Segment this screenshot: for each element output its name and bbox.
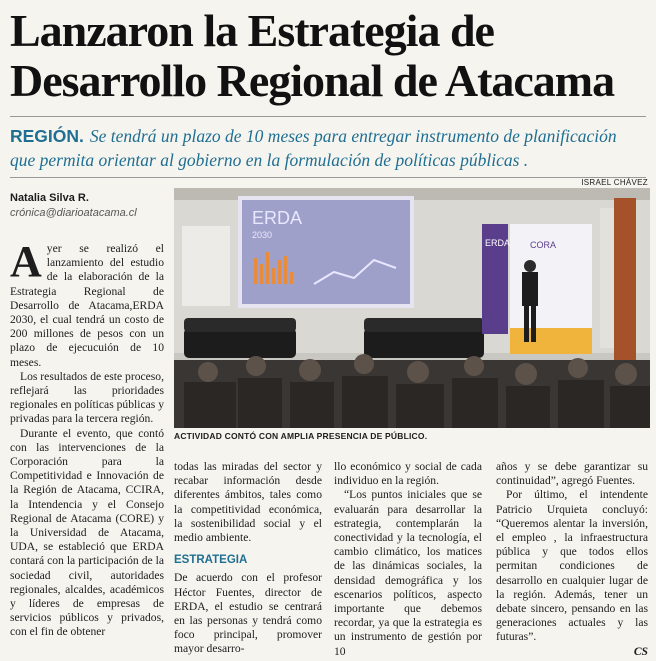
paragraph: llo económico y social de cada individuo en la región.: [334, 460, 482, 488]
author-initials: CS: [633, 644, 648, 658]
paragraph: De acuerdo con el profesor Héctor Fuentes, director de ERDA, el estudio se centrará en las personas y tendrá como foco principal, promover mayor desarro-: [174, 571, 322, 656]
paragraph: años y se debe garantizar su continuidad”, agregó Fuentes.: [496, 460, 648, 488]
paragraph: Los resultados de este proceso, reflejará las prioridades regionales en políticas públicas y privadas para la tercera región.: [10, 369, 164, 426]
banner-logo: CORA: [530, 240, 557, 250]
article-column-2: [174, 460, 322, 657]
author-email: crónica@diarioatacama.cl: [10, 207, 137, 219]
author-name: Natalia Silva R.: [10, 192, 89, 204]
divider: [10, 116, 646, 117]
section-kicker: REGIÓN.: [10, 126, 84, 146]
headline-line-1: Lanzaron la Estrategia de: [10, 5, 494, 56]
screen-title: ERDA: [252, 208, 303, 228]
divider: [10, 177, 646, 178]
paragraph: todas las miradas del sector y recabar información desde diferentes ámbitos, tales como la competitividad económica, la sostenibilidad social y el medio ambiente.: [174, 460, 322, 545]
article-column-1: [10, 237, 164, 640]
paragraph: Por último, el intendente Patricio Urquieta concluyó: “Queremos alentar la inversión, el empleo , la infraestructura pública y que todos ellos permitan condiciones de desarrollo en cualquier lugar de la región. Además, tener un debate sincero, pensando en las generaciones actuales y las futuras”.: [496, 488, 648, 644]
banner-title: ERDA: [485, 238, 511, 248]
event-photo: [174, 188, 650, 428]
subhead: ESTRATEGIA: [174, 554, 248, 567]
photo-credit: ISRAEL CHÁVEZ: [581, 178, 648, 187]
paragraph: “Los puntos iniciales que se evaluarán para desarrollar la estrategia, contemplarán la conectividad y la tecnología, el cambio climático, los matices de las dinámicas sociales, la densidad demográfica y los escenarios políticos, aspecto importante que debemos recordar, ya que la estrategia es un instrumento de gestión por 10: [334, 488, 482, 658]
event-photo-illustration: [174, 188, 650, 428]
article-column-4: [496, 460, 648, 659]
paragraph: Durante el evento, que contó con las intervenciones de la Corporación para la Competitividad e Innovación de la Región de Atacama, CCIRA, la Intendencia y el Consejo Regional de Atacama (CORE) y la Universidad de Atacama, UDA, se estableció que ERDA contará con la participación de la sociedad civil, autoridades regionales, alcaldes, académicos y líderes de empresas de servicios públicos y privados, con el fin de obtener: [10, 426, 164, 639]
screen-year: 2030: [252, 230, 273, 240]
headline: [10, 6, 650, 106]
byline: [10, 191, 137, 221]
photo-caption: ACTIVIDAD CONTÓ CON AMPLIA PRESENCIA DE PÚBLICO.: [174, 431, 428, 441]
lead-paragraph: [10, 124, 646, 172]
article-column-3: [334, 460, 482, 659]
paragraph: yer se realizó el lanzamiento del estudio de la elaboración de la Estrategia Regional de Desarrollo de Atacama,ERDA 2030, el cual tendrá un costo de 200 millones de pesos con un plazo de ejecucuión de 10 meses.: [10, 242, 164, 369]
headline-line-2: Desarrollo Regional de Atacama: [10, 55, 615, 106]
lead-text: Se tendrá un plazo de 10 meses para entregar instrumento de planificación que permita orientar al gobierno en la formulación de políticas públicas .: [10, 126, 617, 170]
drop-cap: A: [10, 237, 42, 286]
